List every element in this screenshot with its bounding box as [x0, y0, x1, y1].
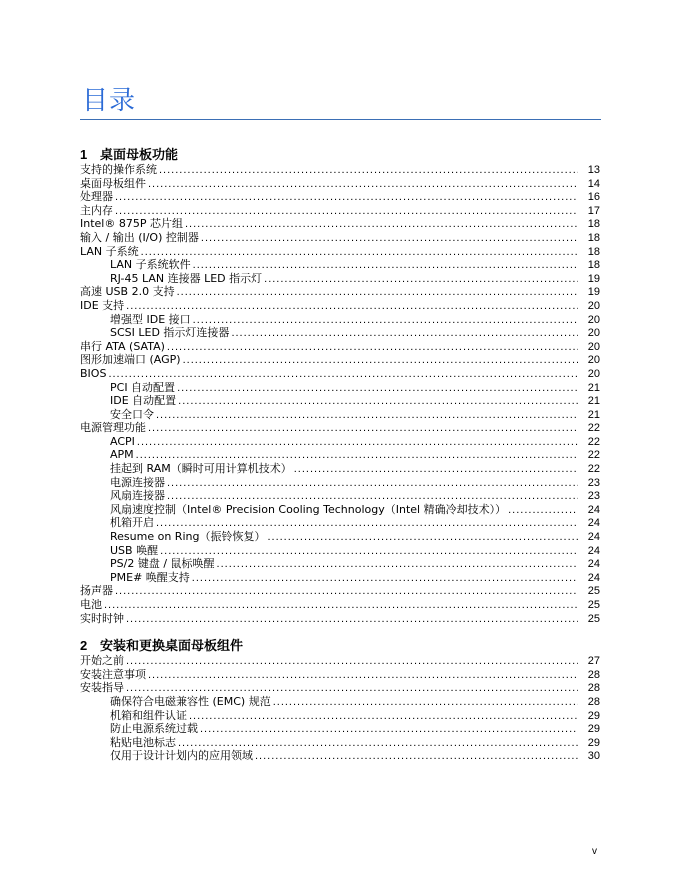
toc-entry[interactable]: [80, 245, 600, 259]
toc-entry[interactable]: [80, 598, 600, 612]
toc-entry[interactable]: [80, 530, 600, 544]
dot-leader: [177, 286, 578, 300]
toc-entry[interactable]: [80, 258, 600, 272]
toc-entry-page: 28: [587, 682, 600, 695]
toc-entry[interactable]: [80, 544, 600, 558]
toc-entry[interactable]: [80, 272, 600, 286]
dot-leader: [267, 531, 578, 545]
toc-entry[interactable]: [80, 448, 600, 462]
chapter-heading[interactable]: [80, 635, 600, 653]
dot-leader: [115, 585, 578, 599]
table-of-contents: [80, 140, 600, 763]
toc-entry-label: PS/2 键盘 / 鼠标唤醒: [110, 557, 215, 571]
toc-entry[interactable]: [80, 516, 600, 530]
toc-entry-page: 13: [587, 164, 600, 176]
toc-entry-page: 25: [587, 585, 600, 598]
dot-leader: [167, 477, 578, 491]
dot-leader: [231, 327, 578, 341]
toc-entry[interactable]: [80, 612, 600, 626]
toc-entry-page: 21: [587, 395, 600, 408]
dot-leader: [294, 463, 578, 477]
toc-entry-page: 20: [587, 354, 600, 367]
toc-entry-label: 支持的操作系统: [80, 163, 157, 176]
toc-entry-label: 输入 / 输出 (I/O) 控制器: [80, 230, 199, 244]
toc-entry[interactable]: [80, 394, 600, 408]
toc-entry-page: 23: [587, 476, 600, 489]
toc-entry-page: 18: [587, 245, 600, 258]
page-number: v: [592, 846, 597, 857]
toc-entry-page: 20: [587, 327, 600, 340]
toc-entry[interactable]: [80, 408, 600, 422]
toc-entry-label: 电源连接器: [110, 475, 165, 489]
toc-entry[interactable]: [80, 190, 600, 204]
toc-entry[interactable]: [80, 435, 600, 449]
toc-entry-page: 24: [587, 503, 600, 516]
toc-entry-page: 29: [587, 736, 600, 749]
toc-entry[interactable]: [80, 340, 600, 354]
toc-entry-label: 安装注意事项: [80, 667, 146, 681]
dot-leader: [148, 669, 578, 683]
dot-leader: [183, 354, 578, 368]
toc-entry-label: 粘贴电池标志: [110, 735, 176, 749]
toc-entry[interactable]: [80, 163, 600, 177]
toc-entry[interactable]: [80, 313, 600, 327]
toc-entry-page: 20: [587, 367, 600, 380]
chapter-heading[interactable]: [80, 144, 600, 162]
dot-leader: [137, 436, 578, 450]
chapter-title: 桌面母板功能: [100, 148, 179, 163]
toc-entry-label: PCI 自动配置: [110, 380, 176, 394]
toc-entry-page: 22: [587, 463, 600, 476]
toc-entry[interactable]: [80, 736, 600, 750]
toc-entry[interactable]: [80, 668, 600, 682]
toc-entry-label: 实时时钟: [80, 611, 124, 625]
toc-entry-page: 25: [587, 612, 600, 625]
toc-entry-label: RJ-45 LAN 连接器 LED 指示灯: [110, 271, 263, 285]
toc-entry-page: 17: [587, 204, 600, 217]
dot-leader: [167, 341, 578, 355]
chapter-number: 2: [80, 638, 88, 654]
toc-entry-page: 24: [587, 558, 600, 571]
toc-entry-page: 29: [587, 709, 600, 722]
dot-leader: [148, 178, 578, 192]
dot-leader: [156, 517, 578, 531]
toc-entry-label: IDE 支持: [80, 298, 125, 312]
toc-entry-label: 主内存: [80, 203, 113, 217]
toc-entry-page: 27: [587, 655, 600, 668]
dot-leader: [193, 314, 578, 328]
toc-entry-page: 30: [587, 750, 600, 763]
toc-entry-page: 18: [587, 259, 600, 272]
toc-entry-label: IDE 自动配置: [110, 394, 177, 408]
toc-entry-page: 18: [587, 218, 600, 231]
toc-entry-page: 21: [587, 408, 600, 421]
toc-entry[interactable]: [80, 285, 600, 299]
toc-entry-page: 20: [587, 340, 600, 353]
toc-entry-page: 18: [587, 231, 600, 244]
toc-entry-page: 16: [587, 191, 600, 204]
toc-entry[interactable]: [80, 749, 600, 763]
dot-leader: [185, 218, 578, 232]
toc-entry-label: USB 唤醒: [110, 543, 159, 557]
dot-leader: [167, 490, 578, 504]
toc-entry-page: 23: [587, 490, 600, 503]
toc-entry[interactable]: [80, 557, 600, 571]
dot-leader: [126, 682, 578, 696]
toc-entry-label: 风扇连接器: [110, 489, 165, 503]
toc-entry[interactable]: [80, 204, 600, 218]
toc-entry-page: 20: [587, 313, 600, 326]
toc-entry-page: 24: [587, 571, 600, 584]
toc-entry-label: 电源管理功能: [80, 421, 146, 435]
toc-entry-page: 22: [587, 422, 600, 435]
dot-leader: [148, 422, 578, 436]
dot-leader: [264, 273, 578, 287]
toc-entry[interactable]: [80, 381, 600, 395]
toc-entry-page: 14: [587, 177, 600, 190]
toc-entry[interactable]: [80, 654, 600, 668]
toc-entry-label: SCSI LED 指示灯连接器: [110, 326, 230, 340]
dot-leader: [200, 723, 578, 737]
toc-entry-label: 扬声器: [80, 584, 113, 598]
toc-entry-label: 串行 ATA (SATA): [80, 339, 165, 353]
toc-entry-page: 24: [587, 531, 600, 544]
toc-entry-label: LAN 子系统软件: [110, 258, 191, 272]
toc-entry-page: 22: [587, 449, 600, 462]
toc-entry-page: 22: [587, 435, 600, 448]
toc-entry[interactable]: [80, 476, 600, 490]
toc-entry-page: 28: [587, 668, 600, 681]
toc-entry-label: Resume on Ring（振铃恢复）: [110, 530, 266, 544]
dot-leader: [115, 205, 578, 219]
dot-leader: [160, 545, 578, 559]
toc-entry-label: 电池: [80, 598, 102, 611]
toc-entry-page: 28: [587, 695, 600, 708]
dot-leader: [126, 300, 578, 314]
toc-entry-label: 图形加速端口 (AGP): [80, 353, 181, 367]
dot-leader: [115, 191, 578, 205]
toc-entry-page: 21: [587, 381, 600, 394]
toc-entry-page: 19: [587, 272, 600, 285]
chapter-number: 1: [80, 147, 88, 162]
toc-entry[interactable]: [80, 584, 600, 598]
toc-entry-page: 24: [587, 517, 600, 530]
toc-entry-label: LAN 子系统: [80, 244, 139, 258]
dot-leader: [141, 246, 578, 260]
toc-entry-label: APM: [110, 448, 134, 462]
title-divider: [80, 119, 601, 120]
toc-entry-label: PME# 唤醒支持: [110, 570, 190, 584]
toc-entry-page: 29: [587, 723, 600, 736]
toc-entry-label: 安全口令: [110, 407, 154, 421]
toc-entry[interactable]: [80, 722, 600, 736]
toc-entry-label: 处理器: [80, 190, 113, 204]
toc-entry[interactable]: [80, 217, 600, 231]
dot-leader: [192, 572, 578, 586]
toc-entry[interactable]: [80, 489, 600, 503]
dot-leader: [217, 558, 578, 572]
toc-entry-label: 确保符合电磁兼容性 (EMC) 规范: [110, 694, 271, 708]
toc-entry-label: Intel® 875P 芯片组: [80, 217, 183, 231]
toc-entry-label: 桌面母板组件: [80, 176, 146, 190]
toc-entry[interactable]: [80, 177, 600, 191]
toc-entry[interactable]: [80, 353, 600, 367]
toc-entry-label: 安装指导: [80, 681, 124, 695]
dot-leader: [126, 655, 578, 669]
toc-entry-label: BIOS: [80, 366, 107, 380]
dot-leader: [193, 259, 578, 273]
dot-leader: [159, 164, 578, 178]
toc-entry-page: 20: [587, 299, 600, 312]
dot-leader: [126, 613, 578, 627]
page-title: 目录: [82, 86, 137, 116]
toc-entry[interactable]: [80, 326, 600, 340]
dot-leader: [178, 395, 578, 409]
toc-entry-label: 风扇速度控制（Intel® Precision Cooling Technology（Intel 精确冷却技术））: [110, 502, 507, 516]
toc-entry-label: 增强型 IDE 接口: [110, 312, 191, 326]
dot-leader: [508, 504, 578, 518]
toc-entry-label: ACPI: [110, 434, 135, 448]
toc-entry[interactable]: [80, 695, 600, 709]
toc-entry[interactable]: [80, 367, 600, 381]
dot-leader: [255, 750, 578, 764]
dot-leader: [177, 382, 578, 396]
dot-leader: [108, 368, 578, 382]
toc-entry-label: 高速 USB 2.0 支持: [80, 285, 175, 299]
toc-entry[interactable]: [80, 681, 600, 695]
toc-entry[interactable]: [80, 462, 600, 476]
toc-entry-label: 机箱开启: [110, 516, 154, 530]
dot-leader: [156, 409, 578, 423]
toc-entry-page: 19: [587, 286, 600, 299]
toc-entry[interactable]: [80, 571, 600, 585]
toc-entry-page: 24: [587, 544, 600, 557]
toc-entry-label: 仅用于设计计划内的应用领域: [110, 749, 253, 763]
chapter-title: 安装和更换桌面母板组件: [100, 639, 244, 655]
dot-leader: [189, 710, 578, 724]
toc-entry[interactable]: [80, 503, 600, 517]
toc-entry[interactable]: [80, 421, 600, 435]
toc-entry[interactable]: [80, 709, 600, 723]
toc-entry-label: 开始之前: [80, 654, 124, 668]
toc-entry[interactable]: [80, 299, 600, 313]
toc-entry-page: 25: [587, 599, 600, 611]
toc-entry-label: 挂起到 RAM（瞬时可用计算机技术）: [110, 462, 292, 476]
toc-entry-label: 防止电源系统过载: [110, 722, 198, 736]
dot-leader: [273, 696, 578, 710]
dot-leader: [201, 232, 578, 246]
dot-leader: [104, 599, 578, 613]
toc-entry[interactable]: [80, 231, 600, 245]
toc-entry-label: 机箱和组件认证: [110, 708, 187, 722]
